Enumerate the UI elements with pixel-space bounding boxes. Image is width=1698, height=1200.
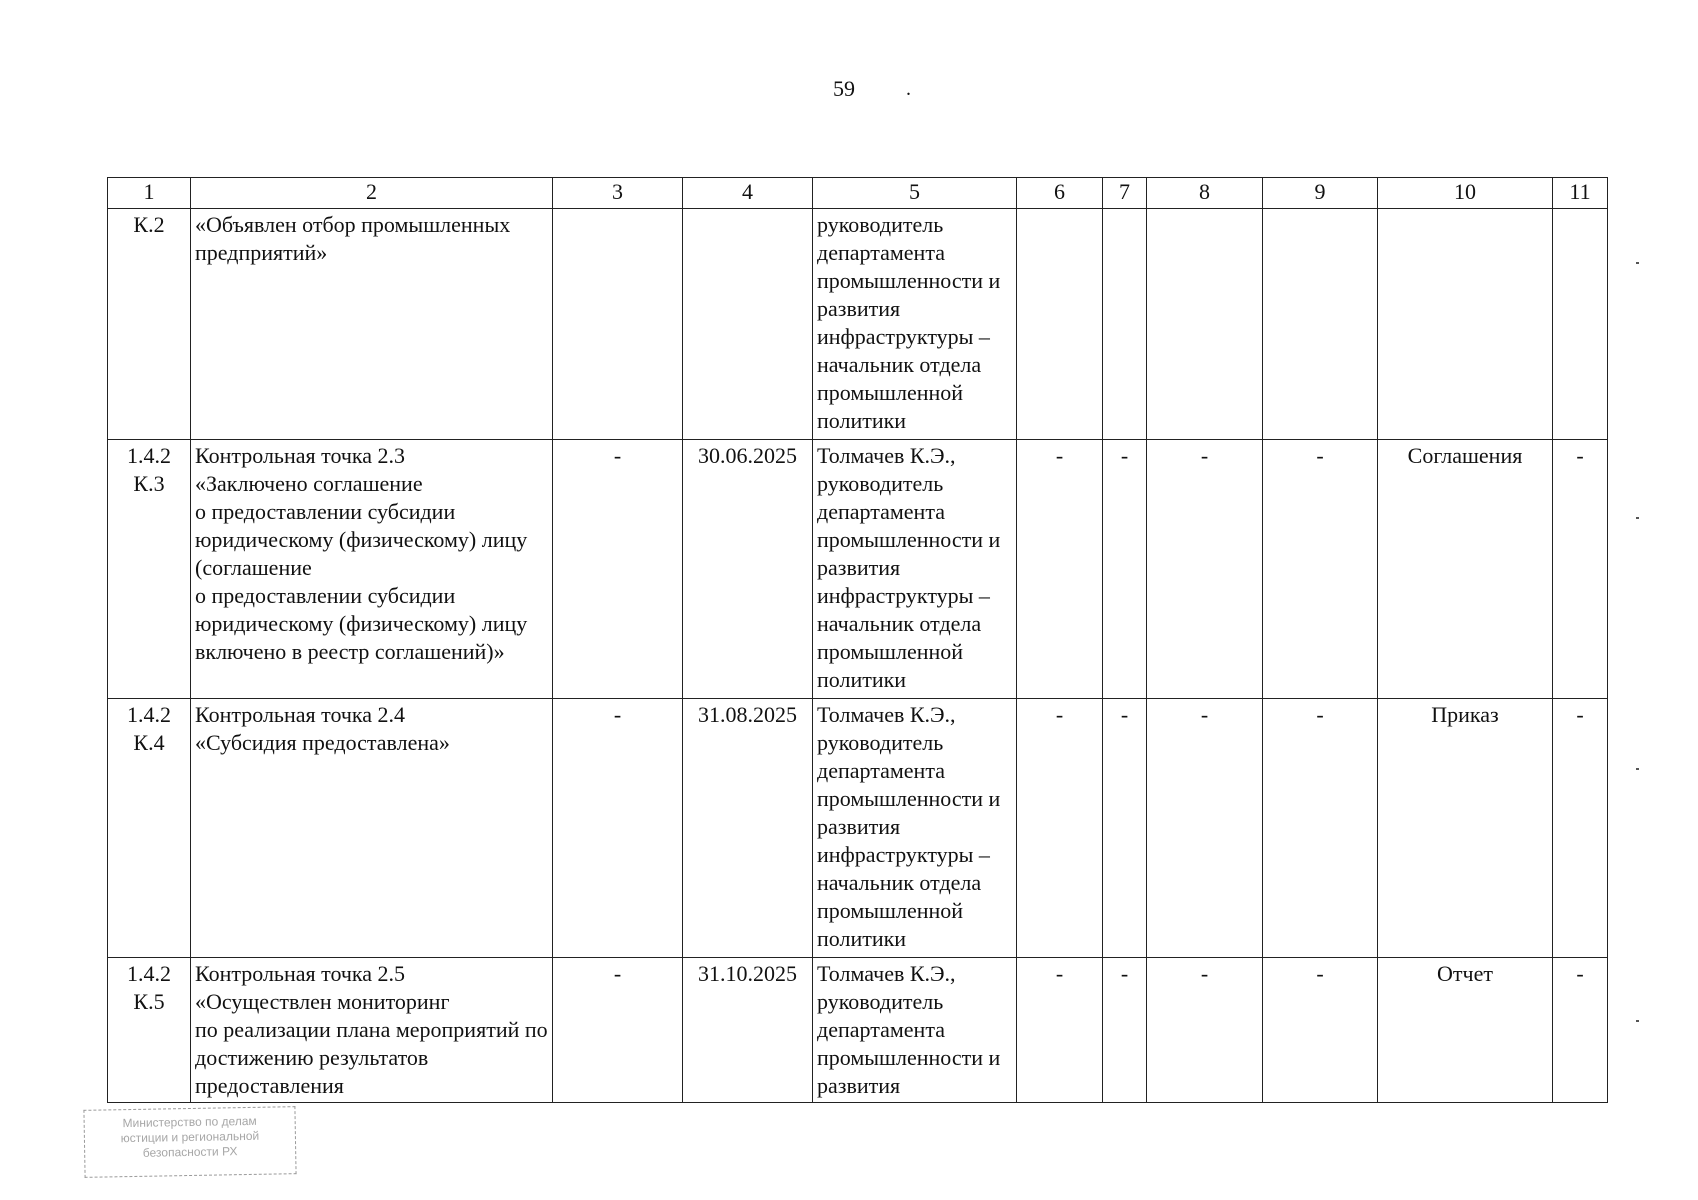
cell-col11 bbox=[1553, 209, 1608, 440]
page-dot: . bbox=[906, 78, 911, 100]
table-row bbox=[108, 440, 1608, 699]
row-name-cell: Контрольная точка 2.4 «Субсидия предоставлена» bbox=[191, 699, 553, 958]
column-header: 8 bbox=[1147, 178, 1263, 209]
cell-col7 bbox=[1103, 209, 1147, 440]
stamp-line: Министерство по делам bbox=[122, 1113, 257, 1131]
cell-col8: - bbox=[1147, 958, 1263, 1103]
column-header: 6 bbox=[1017, 178, 1103, 209]
margin-mark bbox=[1636, 517, 1639, 519]
document-type-cell: Отчет bbox=[1378, 958, 1553, 1103]
row-name-cell: Контрольная точка 2.3 «Заключено соглашение о предоставлении субсидии юридическому (физическому) лицу (соглашение о предоставлении субсидии юридическому (физическому) лицу включено в реестр соглашений)» bbox=[191, 440, 553, 699]
cell-col6: - bbox=[1017, 699, 1103, 958]
column-header: 4 bbox=[683, 178, 813, 209]
cell-col9: - bbox=[1263, 699, 1378, 958]
cell-col8: - bbox=[1147, 699, 1263, 958]
cell-col9: - bbox=[1263, 958, 1378, 1103]
row-id-cell: 1.4.2 К.3 bbox=[108, 440, 191, 699]
column-header: 2 bbox=[191, 178, 553, 209]
cell-col3: - bbox=[553, 440, 683, 699]
cell-col7: - bbox=[1103, 440, 1147, 699]
row-name-cell: Контрольная точка 2.5 «Осуществлен мониторинг по реализации плана мероприятий по достижению результатов предоставления bbox=[191, 958, 553, 1103]
row-id-cell: К.2 bbox=[108, 209, 191, 440]
page-number: 59 bbox=[833, 76, 855, 101]
cell-col11: - bbox=[1553, 699, 1608, 958]
responsible-cell: Толмачев К.Э., руководитель департамента промышленности и развития инфраструктуры – начальник отдела промышленной политики bbox=[813, 699, 1017, 958]
date-cell: 30.06.2025 bbox=[683, 440, 813, 699]
table-header-row bbox=[108, 178, 1608, 209]
cell-col3: - bbox=[553, 958, 683, 1103]
cell-col9 bbox=[1263, 209, 1378, 440]
margin-mark bbox=[1636, 1020, 1639, 1022]
date-cell bbox=[683, 209, 813, 440]
cell-col7: - bbox=[1103, 958, 1147, 1103]
document-type-cell bbox=[1378, 209, 1553, 440]
table-row bbox=[108, 699, 1608, 958]
row-id-cell: 1.4.2 К.4 bbox=[108, 699, 191, 958]
margin-mark bbox=[1636, 262, 1639, 264]
stamp-line: юстиции и региональной bbox=[120, 1128, 260, 1146]
cell-col3 bbox=[553, 209, 683, 440]
responsible-cell: руководитель департамента промышленности и развития инфраструктуры – начальник отдела промышленной политики bbox=[813, 209, 1017, 440]
cell-col3: - bbox=[553, 699, 683, 958]
cell-col6: - bbox=[1017, 440, 1103, 699]
registration-stamp bbox=[83, 1106, 296, 1178]
column-header: 11 bbox=[1553, 178, 1608, 209]
cell-col6 bbox=[1017, 209, 1103, 440]
cell-col8: - bbox=[1147, 440, 1263, 699]
control-points-table bbox=[107, 177, 1608, 1103]
stamp-line: безопасности РХ bbox=[142, 1144, 238, 1160]
cell-col11: - bbox=[1553, 958, 1608, 1103]
column-header: 1 bbox=[108, 178, 191, 209]
responsible-cell: Толмачев К.Э., руководитель департамента промышленности и развития bbox=[813, 958, 1017, 1103]
document-type-cell: Соглашения bbox=[1378, 440, 1553, 699]
column-header: 10 bbox=[1378, 178, 1553, 209]
cell-col11: - bbox=[1553, 440, 1608, 699]
column-header: 7 bbox=[1103, 178, 1147, 209]
table-row bbox=[108, 209, 1608, 440]
date-cell: 31.10.2025 bbox=[683, 958, 813, 1103]
row-id-cell: 1.4.2 К.5 bbox=[108, 958, 191, 1103]
column-header: 3 bbox=[553, 178, 683, 209]
cell-col9: - bbox=[1263, 440, 1378, 699]
column-header: 5 bbox=[813, 178, 1017, 209]
document-type-cell: Приказ bbox=[1378, 699, 1553, 958]
responsible-cell: Толмачев К.Э., руководитель департамента промышленности и развития инфраструктуры – начальник отдела промышленной политики bbox=[813, 440, 1017, 699]
cell-col6: - bbox=[1017, 958, 1103, 1103]
cell-col7: - bbox=[1103, 699, 1147, 958]
column-header: 9 bbox=[1263, 178, 1378, 209]
row-name-cell: «Объявлен отбор промышленных предприятий» bbox=[191, 209, 553, 440]
table-row bbox=[108, 958, 1608, 1103]
margin-mark bbox=[1636, 768, 1639, 770]
cell-col8 bbox=[1147, 209, 1263, 440]
date-cell: 31.08.2025 bbox=[683, 699, 813, 958]
